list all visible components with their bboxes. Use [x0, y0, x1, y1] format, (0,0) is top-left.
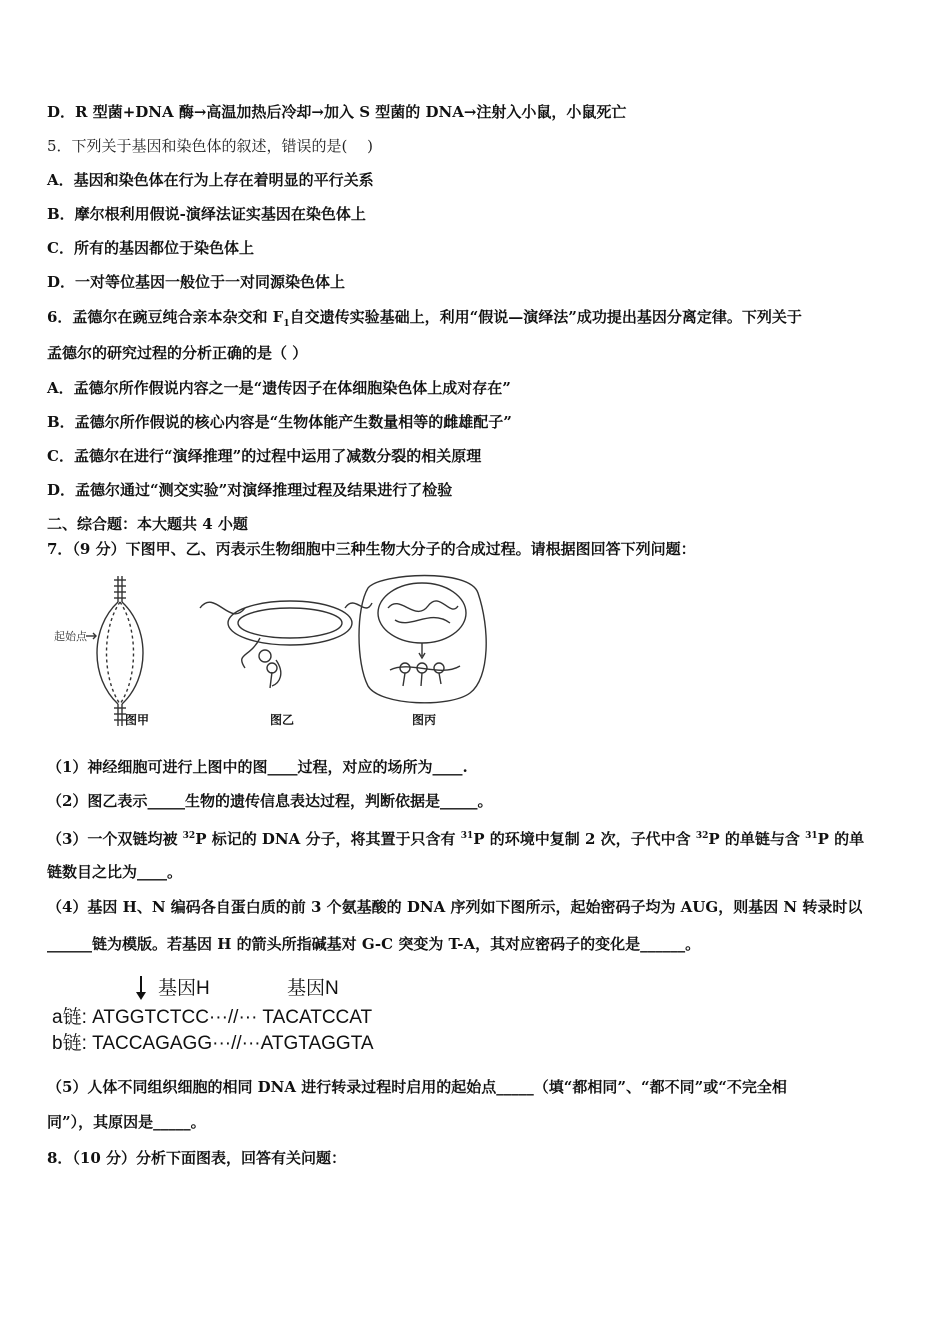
q7-part4-line1: （4）基因 H、N 编码各自蛋白质的前 3 个氨基酸的 DNA 序列如下图所示，起始密码子均为 AUG，则基因 N 转录时以 — [47, 898, 863, 916]
figure-a-replication — [86, 576, 143, 726]
q7-part5-line2: 同”），其原因是_____。 — [47, 1113, 206, 1131]
q5-option-d: D．一对等位基因一般位于一对同源染色体上 — [47, 273, 346, 291]
q4-option-d: D．R 型菌+DNA 酶→高温加热后冷却→加入 S 型菌的 DNA→注射入小鼠，小鼠死亡 — [47, 103, 627, 121]
gene-h-arrow — [133, 974, 149, 1002]
q5-option-a: A．基因和染色体在行为上存在着明显的平行关系 — [47, 171, 374, 189]
figure-b-caption: 图乙 — [270, 713, 295, 727]
q6-option-b: B．孟德尔所作假说的核心内容是“生物体能产生数量相等的雌雄配子” — [47, 413, 512, 431]
q7-part5-line1: （5）人体不同组织细胞的相同 DNA 进行转录过程时启用的起始点_____（填“都相同”、“都不同”或“不完全相 — [47, 1078, 787, 1096]
q8-stem: 8．（10 分）分析下面图表，回答有关问题： — [47, 1149, 347, 1167]
gene-n-label: 基因N — [287, 978, 339, 999]
q7-stem: 7．（9 分）下图甲、乙、丙表示生物细胞中三种生物大分子的合成过程。请根据图回答下列问题： — [47, 540, 696, 558]
q6-stem-line1: 6．孟德尔在豌豆纯合亲本杂交和 $F_1$自交遗传实验基础上，利用“假说—演绎法”成功提出基因分离定律。下列关于 — [47, 308, 802, 329]
q6-stem-line2: 孟德尔的研究过程的分析正确的是（ ） — [47, 344, 308, 362]
figure-c-cell — [359, 576, 486, 703]
q7-part4-line2: ______链为模版。若基因 H 的箭头所指碱基对 G-C 突变为 T-A，其对应密码子的变化是______。 — [47, 935, 701, 953]
q5-stem: 5．下列关于基因和染色体的叙述，错误的是( ) — [47, 137, 374, 155]
q6-option-a: A．孟德尔所作假说内容之一是“遗传因子在体细胞染色体上成对存在” — [47, 379, 511, 397]
figure-a-caption: 图甲 — [125, 713, 150, 727]
q5-option-c: C．所有的基因都位于染色体上 — [47, 239, 254, 257]
q7-part3-line2: 链数目之比为____。 — [47, 863, 183, 881]
q5-option-b: B．摩尔根利用假说-演绎法证实基因在染色体上 — [47, 205, 366, 223]
chain-a-sequence: a链: ATGGTCTCC···//··· TACATCCAT — [52, 1007, 373, 1028]
figure-b-expression — [200, 601, 372, 688]
chain-b-sequence: b链: TACCAGAGG···//···ATGTAGGTA — [52, 1033, 374, 1054]
q7-part3-line1: （3）一个双链均被 $^{32}$P 标记的 DNA 分子，将其置于只含有 $^{31}$P 的环境中复制 2 次，子代中含 $^{32}$P 的单链与含 $^{31}$P 的单 — [47, 830, 865, 848]
figure-c-caption: 图丙 — [412, 713, 437, 727]
q7-part2: （2）图乙表示_____生物的遗传信息表达过程，判断依据是_____。 — [47, 792, 493, 810]
q6-option-c: C．孟德尔在进行“演绎推理”的过程中运用了减数分裂的相关原理 — [47, 447, 482, 465]
gene-h-label: 基因H — [158, 978, 210, 999]
q6-option-d: D．孟德尔通过“测交实验”对演绎推理过程及结果进行了检验 — [47, 481, 453, 499]
q7-part1: （1）神经细胞可进行上图中的图____过程，对应的场所为____. — [47, 758, 468, 776]
section-heading: 二、综合题：本大题共 4 小题 — [47, 515, 248, 533]
figure-a-origin-label: 起始点 — [54, 630, 87, 643]
